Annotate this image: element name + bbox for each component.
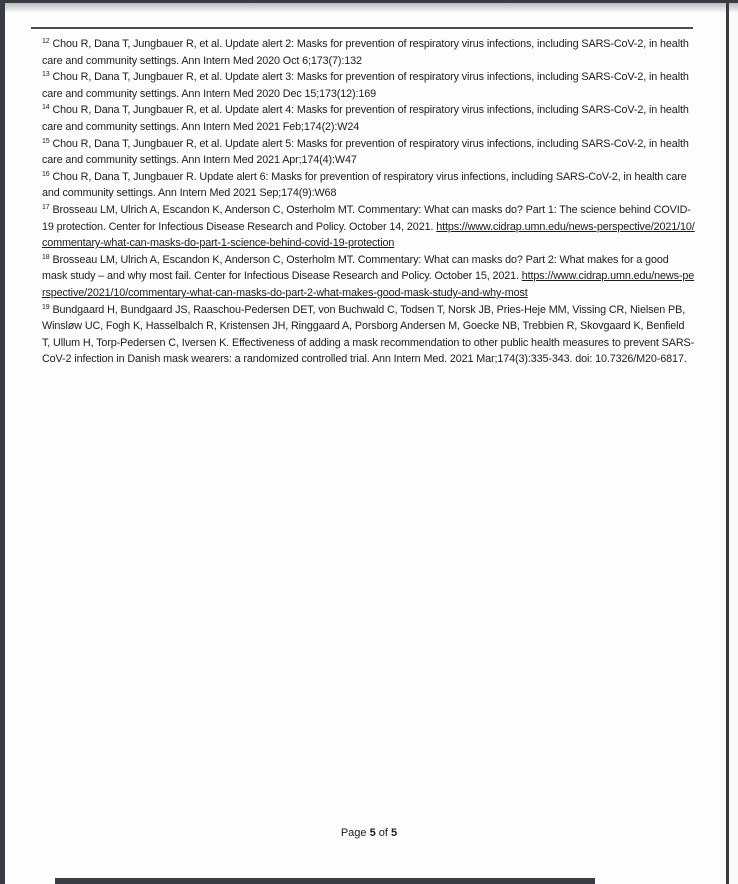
footnote-text: Chou R, Dana T, Jungbauer R, et al. Update alert 3: Masks for prevention of respiratory virus infections, including SARS-CoV-2, in health care and community settings. Ann Intern Med 2020 Dec 15;173(12):169 — [42, 71, 689, 100]
cidrap-part1-link[interactable]: https://www.cidrap.umn.edu/news-perspective/2021/10/commentary-what-can-masks-do-part-1-science-behind-covid-19-protection — [42, 220, 695, 250]
footnote-14 — [42, 102, 695, 135]
footnote-16 — [42, 169, 695, 202]
page-footer-total: 5 — [391, 827, 398, 839]
footnote-number: 13 — [42, 71, 50, 79]
footnote-15 — [42, 136, 695, 169]
footnote-12 — [42, 36, 695, 69]
footnote-number: 17 — [42, 203, 50, 211]
footnote-18 — [42, 252, 695, 302]
page-footer-of: of — [378, 827, 388, 839]
page-edge-right — [726, 0, 729, 884]
footnote-text: Brosseau LM, Ulrich A, Escandon K, Anderson C, Osterholm MT. Commentary: What can masks do? Part 1: The science behind COVID-19 protection. Center for Infectious Disease Research and Policy. October 14, 2021. — [42, 203, 691, 233]
footnote-text: Chou R, Dana T, Jungbauer R. Update alert 6: Masks for prevention of respiratory virus infections, including SARS-CoV-2, in health care and community settings. Ann Intern Med 2021 Sep;174(9):W68 — [42, 170, 687, 200]
page-edge-top-shadow — [0, 3, 738, 13]
footnote-text: Bundgaard H, Bundgaard JS, Raaschou-Pedersen DET, von Buchwald C, Todsen T, Norsk JB, Pries-Heje MM, Vissing CR, Nielsen PB, Winsløw UC, Fogh K, Hasselbalch R, Kristensen JH, Ringgaard A, Porsborg Andersen M, Goecke NB, Trebbien R, Skovgaard K, Benfield T, Ullum H, Torp-Pedersen C, Iversen K. Effectiveness of adding a mask recommendation to other public health measures to prevent SARS-CoV-2 infection in Danish mask wearers: a randomized controlled trial. Ann Intern Med. 2021 Mar;174(3):335-343. doi: 10.7326/M20-6817. — [42, 303, 695, 366]
footnote-17 — [42, 202, 695, 252]
footnote-number: 14 — [42, 104, 50, 112]
footnote-text: Chou R, Dana T, Jungbauer R, et al. Update alert 4: Masks for prevention of respiratory virus infections, including SARS-CoV-2, in health care and community settings. Ann Intern Med 2021 Feb;174(2):W24 — [42, 104, 689, 133]
footnote-19 — [42, 302, 695, 368]
footnote-text: Chou R, Dana T, Jungbauer R, et al. Update alert 5: Masks for prevention of respiratory virus infections, including SARS-CoV-2, in health care and community settings. Ann Intern Med 2021 Apr;174(4):W47 — [42, 137, 689, 167]
footnote-number: 15 — [42, 137, 50, 145]
page-footer — [0, 827, 738, 839]
page-footer-prefix: Page — [340, 827, 367, 839]
footnote-number: 12 — [42, 38, 50, 45]
page-right-margin — [729, 0, 738, 884]
page-footer-current: 5 — [369, 827, 376, 839]
footnote-number: 19 — [42, 303, 50, 311]
footnote-separator-rule — [31, 27, 693, 29]
footnote-text: Brosseau LM, Ulrich A, Escandon K, Anderson C, Osterholm MT. Commentary: What can masks do? Part 2: What makes for a good mask study – and why most fail. Center for Infectious Disease Research and Policy. October 15, 2021. — [42, 253, 669, 283]
footnotes-section — [42, 0, 695, 368]
page-edge-bottom — [55, 878, 595, 884]
footnote-text: Chou R, Dana T, Jungbauer R, et al. Update alert 2: Masks for prevention of respiratory virus infections, including SARS-CoV-2, in health care and community settings. Ann Intern Med 2020 Oct 6;173(7):132 — [42, 38, 689, 67]
footnote-13 — [42, 69, 695, 102]
cidrap-part2-link[interactable]: https://www.cidrap.umn.edu/news-perspective/2021/10/commentary-what-can-masks-do-part-2-what-makes-good-mask-study-and-why-most — [42, 270, 695, 299]
page-edge-left — [0, 0, 5, 884]
footnote-number: 16 — [42, 170, 50, 178]
footnote-number: 18 — [42, 253, 50, 261]
page-edge-top — [0, 0, 738, 3]
